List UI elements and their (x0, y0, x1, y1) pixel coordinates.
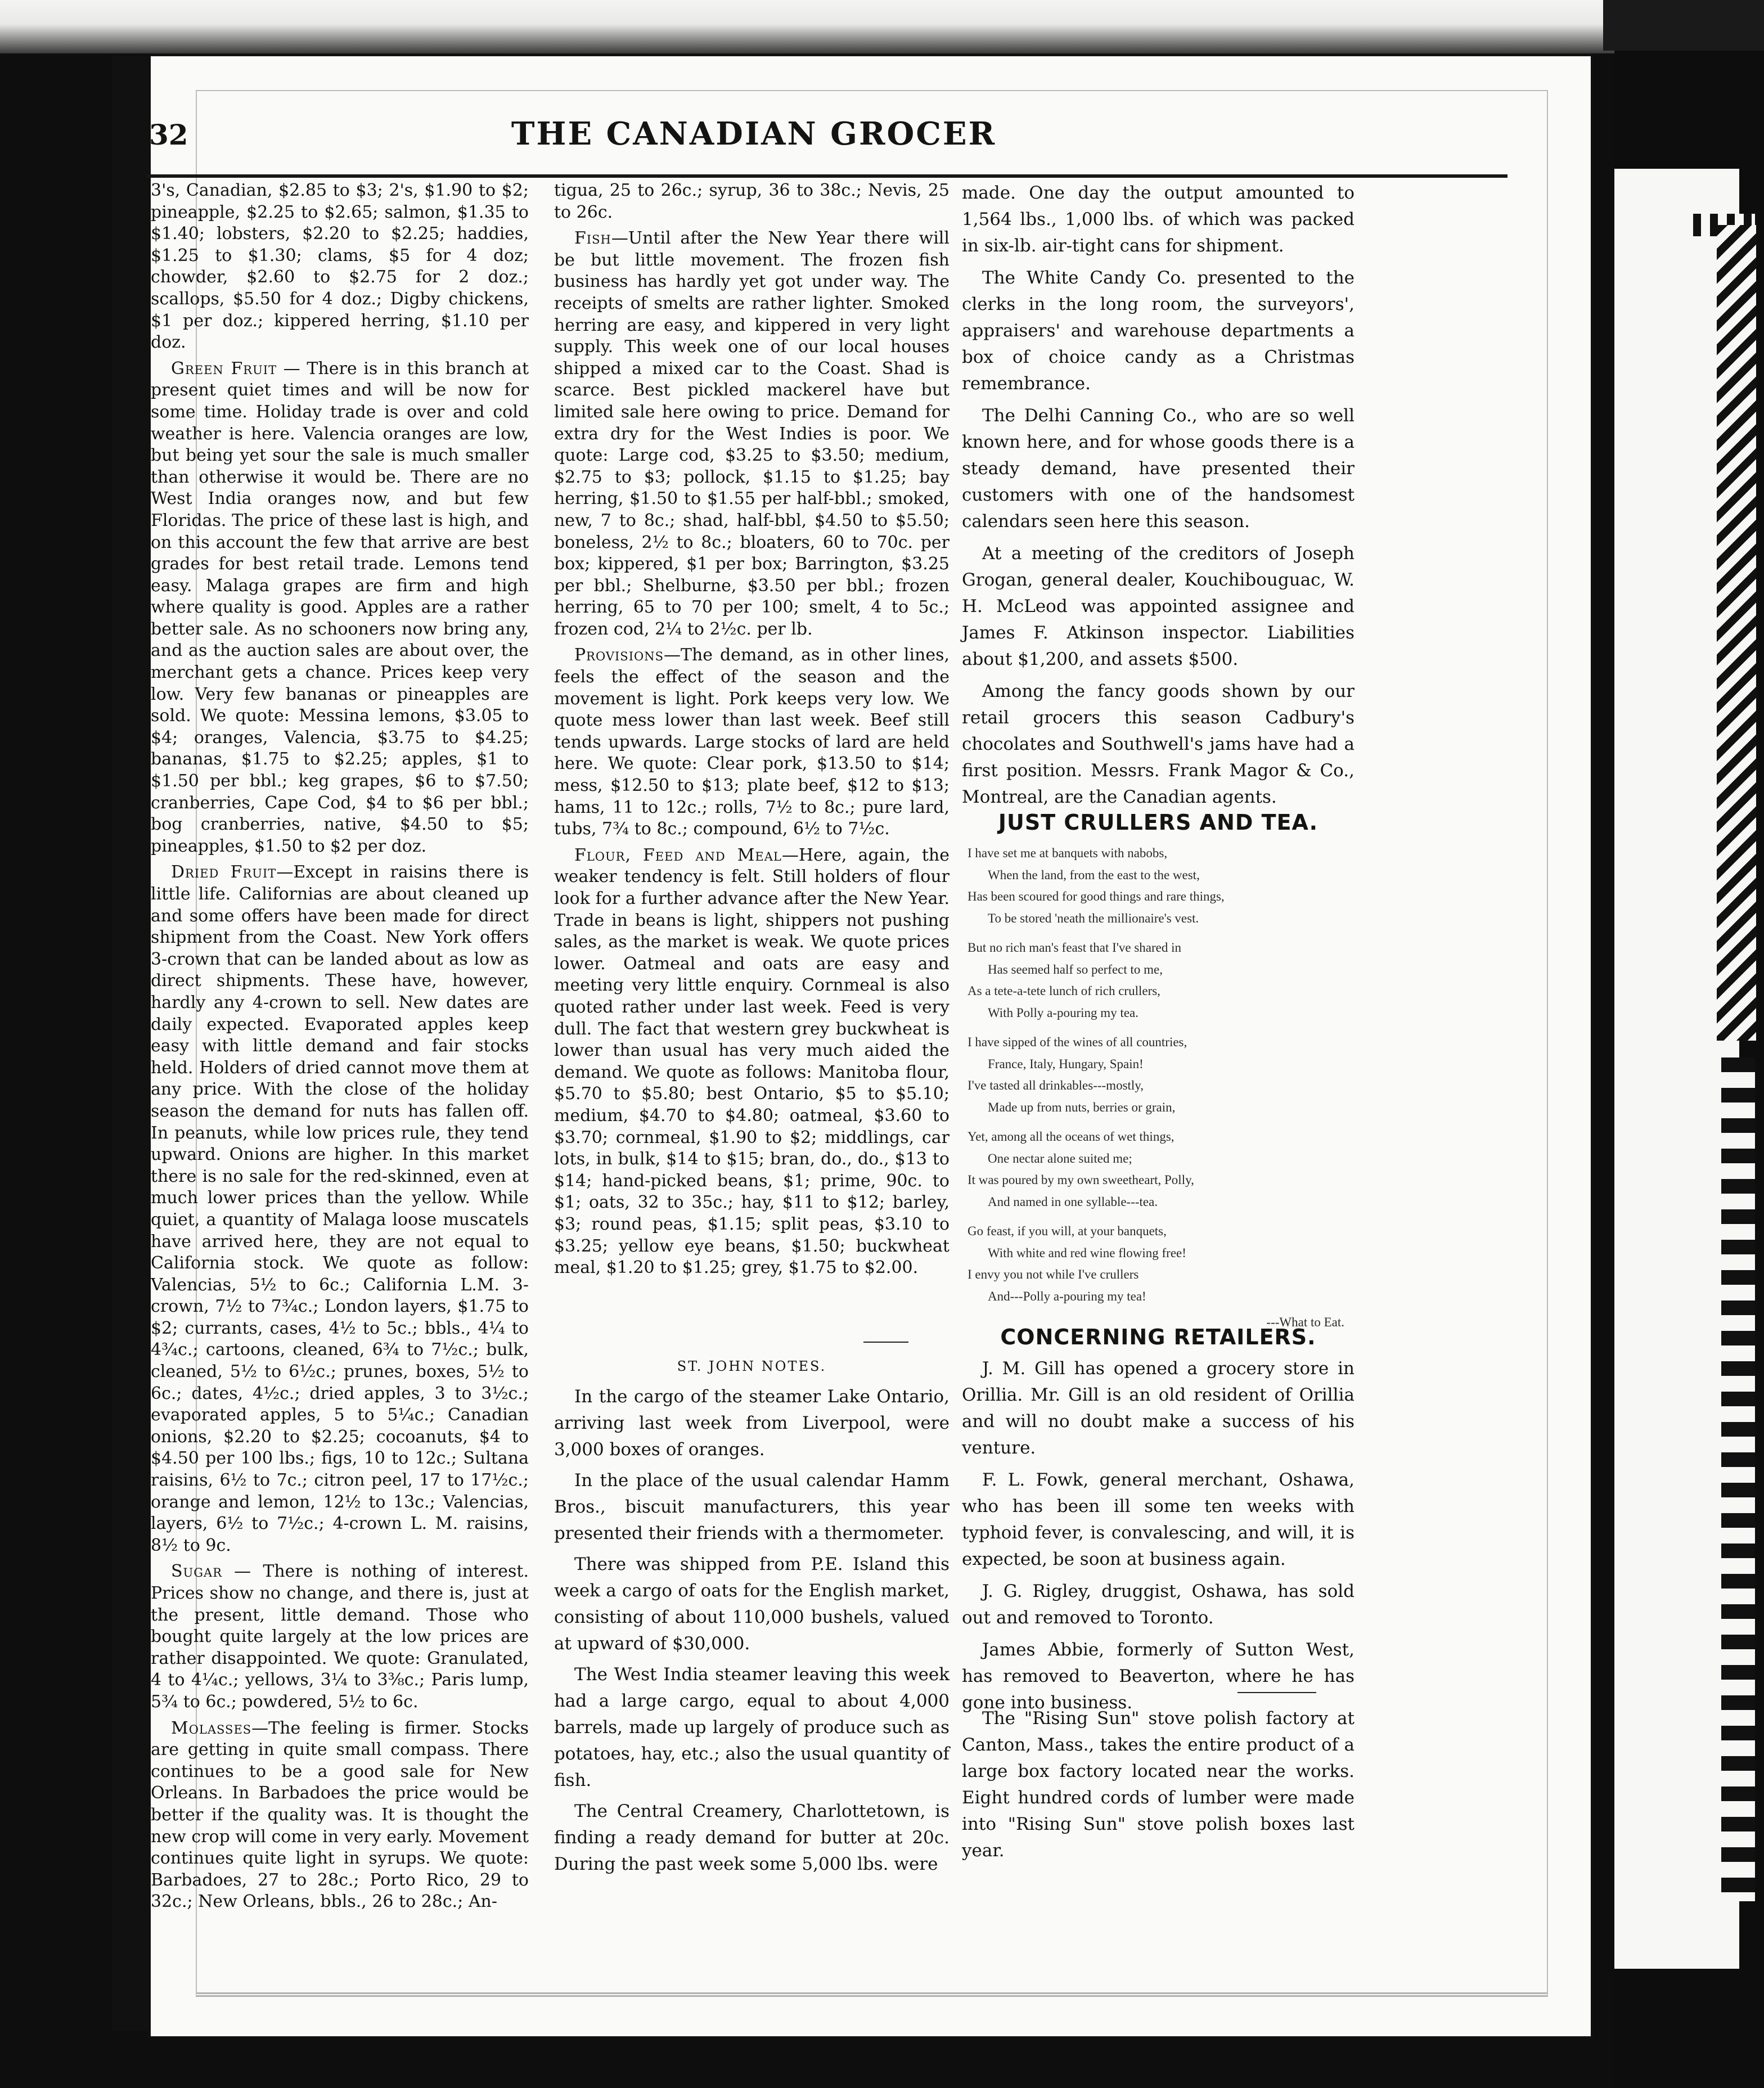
poem-stanza (968, 1221, 1356, 1307)
poem-line: With white and red wine flowing free! (988, 1245, 1186, 1260)
poem-line: I envy you not while I've crullers (968, 1267, 1139, 1281)
poem-line: To be stored 'neath the millionaire's vest. (988, 911, 1199, 925)
poem-line: France, Italy, Hungary, Spain! (988, 1056, 1144, 1071)
ornamental-braid-border (1717, 225, 1756, 1041)
dried-fruit-report (151, 862, 529, 1556)
note-pei-oats: There was shipped from P.E. Island this week a cargo of oats for the English market, consisting of about 110,000 bushels, valued at upward of $30,000. (554, 1554, 950, 1654)
section-divider (1238, 1692, 1316, 1693)
poem-line: When the land, from the east to the west, (988, 867, 1200, 882)
retailer-gill: J. M. Gill has opened a grocery store in Orillia. Mr. Gill is an old resident of Orillia and will no doubt make a success of his venture. (962, 1358, 1354, 1458)
retailer-fowk: F. L. Fowk, general merchant, Oshawa, who has been ill some ten weeks with typhoid fever, is convalescing, and will, it is expected, be soon at business again. (962, 1470, 1354, 1569)
poem-line: Go feast, if you will, at your banquets, (968, 1224, 1167, 1238)
poem-line: As a tete-a-tete lunch of rich crullers, (968, 984, 1160, 998)
white-candy-note: The White Candy Co. presented to the clerks in the long room, the surveyors', appraisers' and warehouse departments a box of choice candy as a Christmas remembrance. (962, 268, 1354, 394)
poem-line: And named in one syllable---tea. (988, 1194, 1158, 1209)
fish-report (554, 228, 950, 640)
scan-background-top (0, 0, 1764, 53)
provisions-heading: Provisions (574, 645, 664, 665)
section-divider (863, 1342, 908, 1343)
poem-attribution: ---What to Eat. (1266, 1315, 1344, 1329)
crullers-poem (968, 843, 1356, 1334)
poem-line: It was poured by my own sweetheart, Polly, (968, 1173, 1194, 1187)
retailers-title: CONCERNING RETAILERS. (1000, 1325, 1316, 1349)
fish-heading: Fish (574, 228, 611, 249)
fancy-goods-note: Among the fancy goods shown by our retail grocers this season Cadbury's chocolates and Southwell's jams have had a first position. Messrs. Frank Magor & Co., Montreal, are the Canadian agents. (962, 681, 1354, 807)
provisions-body: —The demand, as in other lines, feels the effect of the season and the movement is light. Pork keeps very low. We quote mess lower than last week. Beef still tends upwards. Large stocks of lard are held here. We quote: Clear pork, $13.50 to $14; mess, $12.50 to $13; plate beef, $12 to $13; hams, 11 to 12c.; rolls, 7½ to 8c.; pure lard, tubs, 7¾ to 8c.; compound, 6½ to 7½c. (554, 645, 950, 839)
poem-line: Made up from nuts, berries or grain, (988, 1100, 1176, 1114)
poem-line: I have sipped of the wines of all countries, (968, 1035, 1187, 1049)
scan-background-corner (1603, 0, 1764, 51)
poem-line: Has seemed half so perfect to me, (988, 962, 1163, 976)
poem-line: With Polly a-pouring my tea. (988, 1005, 1139, 1020)
poem-line: One nectar alone suited me; (988, 1151, 1132, 1166)
poem-stanza (968, 937, 1356, 1024)
poem-line: I have set me at banquets with nabobs, (968, 846, 1168, 860)
molasses-heading: Molasses (171, 1718, 252, 1738)
delhi-canning-note: The Delhi Canning Co., who are so well known here, and for whose goods there is a steady demand, have presented their customers with one of the handsomest calendars seen here this season. (962, 406, 1354, 532)
retailers-notes (962, 1356, 1354, 1722)
dried-fruit-body: —Except in raisins there is little life. Californias are about cleaned up and some offers have been made for direct shipment from the Coast. New York offers 3-crown that can be landed about as low as direct shipments. These have, however, hardly any 4-crown to sell. New dates are daily expected. Evaporated apples keep easy with little demand and fair stocks held. Holders of dried cannot move them at any price. With the close of the holiday season the demand for nuts has fallen off. In peanuts, while low prices rule, they tend upward. Onions are higher. In this market there is no sale for the red-skinned, even at much lower prices than the yellow. While quiet, a quantity of Malaga loose muscatels have arrived here, they are not equal to California stock. We quote as follow: Valencias, 5½ to 6c.; California L.M. 3-crown, 7½ to 7¾c.; London layers, $1.75 to $2; currants, cases, 4½ to 5c.; bbls., 4¼ to 4¾c.; cartoons, cleaned, 6¾ to 7½c.; bulk, cleaned, 5½ to 6½c.; prunes, boxes, 5½ to 6c.; dates, 4½c.; dried apples, 3 to 3½c.; evaporated apples, 5 to 5¼c.; Canadian onions, $2.20 to $2.25; cocoanuts, $4 to $4.50 per 100 lbs.; figs, 10 to 12c.; Sultana raisins, 6½ to 7c.; citron peel, 17 to 17½c.; orange and lemon, 12½ to 13c.; Valencias, layers, 6½ to 7½c.; 4-crown L. M. raisins, 8½ to 9c. (151, 862, 529, 1555)
fish-body: —Until after the New Year there will be but little movement. The frozen fish business has hardly yet got under way. The receipts of smelts are rather lighter. Smoked herring are easy, and kippered in very light supply. This week one of our local houses shipped a mixed car to the Coast. Shad is scarce. Best pickled mackerel have but limited sale here owing to price. Demand for extra dry for the West Indies is poor. We quote: Large cod, $3.25 to $3.50; medium, $2.75 to $3; pollock, $1.15 to $1.25; bay herring, $1.50 to $1.55 per half-bbl.; smoked, new, 7 to 8c.; shad, half-bbl, $4.50 to $5.50; boneless, 2½ to 8c.; bloaters, 60 to 70c. per box; kippered, $1 per box; Barrington, $3.25 per bbl.; Shelburne, $3.50 per bbl.; frozen herring, 65 to 70 per 100; smelt, 4 to 5c.; frozen cod, 2¼ to 2½c. per lb. (554, 228, 950, 639)
grogan-creditors-note: At a meeting of the creditors of Joseph Grogan, general dealer, Kouchibouguac, W. H. McLeod was appointed assignee and James F. Atkinson inspector. Liabilities about $1,200, and assets $500. (962, 543, 1354, 669)
sugar-body: — There is nothing of interest. Prices show no change, and there is, just at the present, little demand. Those who bought quite largely at the low prices are rather disappointed. We quote: Granulated, 4 to 4¼c.; yellows, 3¼ to 3⅜c.; Paris lump, 5¾ to 6c.; powdered, 5½ to 6c. (151, 1562, 529, 1712)
st-john-notes-heading: ST. JOHN NOTES. (677, 1358, 827, 1374)
sugar-report (151, 1561, 529, 1713)
page-number: 32 (149, 118, 188, 151)
rising-sun-note: The "Rising Sun" stove polish factory at Canton, Mass., takes the entire product of a large box factory located near the works. Eight hundred cords of lumber were made into "Rising Sun" stove polish boxes last year. (962, 1708, 1354, 1861)
poem-line: Yet, among all the oceans of wet things, (968, 1130, 1174, 1144)
sugar-heading: Sugar (171, 1562, 223, 1582)
provisions-report (554, 645, 950, 840)
molasses-continued: tigua, 25 to 26c.; syrup, 36 to 38c.; Nevis, 25 to 26c. (554, 181, 950, 222)
page-binding-shadow (112, 56, 152, 2031)
creamery-continued: made. One day the output amounted to 1,564 lbs., 1,000 lbs. of which was packed in six-lb. air-tight cans for shipment. (962, 183, 1354, 256)
dried-fruit-heading: Dried Fruit (171, 862, 277, 883)
note-hamm-bros: In the place of the usual calendar Hamm Bros., biscuit manufacturers, this year presented their friends with a thermometer. (554, 1470, 950, 1544)
column-1 (151, 180, 529, 1918)
green-fruit-heading: Green Fruit (171, 358, 277, 379)
poem-stanza (968, 843, 1356, 929)
column-2 (554, 180, 950, 1284)
rising-sun-note-wrap (962, 1706, 1354, 1870)
molasses-report (151, 1718, 529, 1913)
poem-stanza (968, 1126, 1356, 1213)
retailer-rigley: J. G. Rigley, druggist, Oshawa, has sold out and removed to Toronto. (962, 1581, 1354, 1628)
poem-line: And---Polly a-pouring my tea! (988, 1289, 1146, 1303)
flour-feed-meal-heading: Flour, Feed and Meal (574, 845, 782, 865)
flour-feed-meal-report (554, 845, 950, 1279)
poem-line: But no rich man's feast that I've shared in (968, 940, 1182, 955)
molasses-body: —The feeling is firmer. Stocks are getting in quite small compass. There continues to be a good sale for New Orleans. In Barbadoes the price would be better if the quality was. It is thought the new crop will come in very early. Movement continues quite light in syrups. We quote: Barbadoes, 27 to 28c.; Porto Rico, 29 to 32c.; New Orleans, bbls., 26 to 28c.; An- (151, 1718, 529, 1912)
retailer-abbie: James Abbie, formerly of Sutton West, has removed to Beaverton, where he has gone into business. (962, 1640, 1354, 1713)
note-west-india-steamer: The West India steamer leaving this week had a large cargo, equal to about 4,000 barrels, made up largely of produce such as potatoes, hay, etc.; also the usual quantity of fish. (554, 1664, 950, 1790)
flour-feed-meal-body: —Here, again, the weaker tendency is felt. Still holders of flour look for a further advance after the New Year. Trade in beans is light, shippers not pushing sales, as the market is weak. We quote prices lower. Oatmeal and oats are easy and meeting very little enquiry. Cornmeal is also quoted rather under last week. Feed is very dull. The fact that western grey buckwheat is lower than usual has very much aided the demand. We quote as follows: Manitoba flour, $5.70 to $5.80; best Ontario, $5 to $5.10; medium, $4.70 to $4.80; oatmeal, $3.60 to $3.70; cornmeal, $1.90 to $2; middlings, car lots, in bulk, $14 to $15; bran, do., do., $13 to $14; hand-picked beans, $1; prime, 90c. to $1; oats, 32 to 35c.; hay, $11 to $12; barley, $3; round peas, $1.15; split peas, $3.10 to $3.25; yellow eye beans, $1.50; buckwheat meal, $1.20 to $1.25; grey, $1.75 to $2.00. (554, 845, 950, 1278)
green-fruit-report (151, 358, 529, 858)
column-3 (962, 180, 1354, 816)
st-john-notes (554, 1384, 950, 1882)
poem-stanza (968, 1032, 1356, 1118)
ornamental-diamond-border (1721, 1058, 1755, 1901)
note-central-creamery: The Central Creamery, Charlottetown, is finding a ready demand for butter at 20c. During the past week some 5,000 lbs. were (554, 1801, 950, 1874)
poem-line: Has been scoured for good things and rare things, (968, 889, 1225, 903)
green-fruit-body: — There is in this branch at present quiet times and will be now for some time. Holiday trade is over and cold weather is here. Valencia oranges are low, but being yet sour the sale is much smaller than otherwise it would be. There are no West India oranges now, and but few Floridas. The price of these last is high, and on this account the few that arrive are best grades for best retail trade. Lemons tend easy. Malaga grapes are firm and high where quality is good. Apples are a rather better sale. As no schooners now bring any, and as the auction sales are about over, the merchant gets a chance. Prices keep very low. Very few bananas or pineapples are sold. We quote: Messina lemons, $3.05 to $4; oranges, Valencia, $3.75 to $4.25; bananas, $1.75 to $2.25; apples, $1 to $1.50 per bbl.; keg grapes, $6 to $7.50; cranberries, Cape Cod, $4 to $6 per bbl.; bog cranberries, native, $4.50 to $5; pineapples, $1.50 to $2 per doz. (151, 358, 529, 856)
crullers-title: JUST CRULLERS AND TEA. (998, 810, 1318, 835)
note-lake-ontario: In the cargo of the steamer Lake Ontario, arriving last week from Liverpool, were 3,000 boxes of oranges. (554, 1387, 950, 1460)
masthead-title: THE CANADIAN GROCER (511, 115, 997, 152)
poem-line: I've tasted all drinkables---mostly, (968, 1078, 1144, 1092)
canned-goods-prices: 3's, Canadian, $2.85 to $3; 2's, $1.90 to $2; pineapple, $2.25 to $2.65; salmon, $1.35 to $1.40; lobsters, $2.20 to $2.25; haddies, $1.25 to $1.30; clams, $5 for 4 doz; chowder, $2.60 to $2.75 for 2 doz.; scallops, $5.50 for 4 doz.; Digby chickens, $1 per doz.; kippered herring, $1.10 per doz. (151, 181, 529, 353)
